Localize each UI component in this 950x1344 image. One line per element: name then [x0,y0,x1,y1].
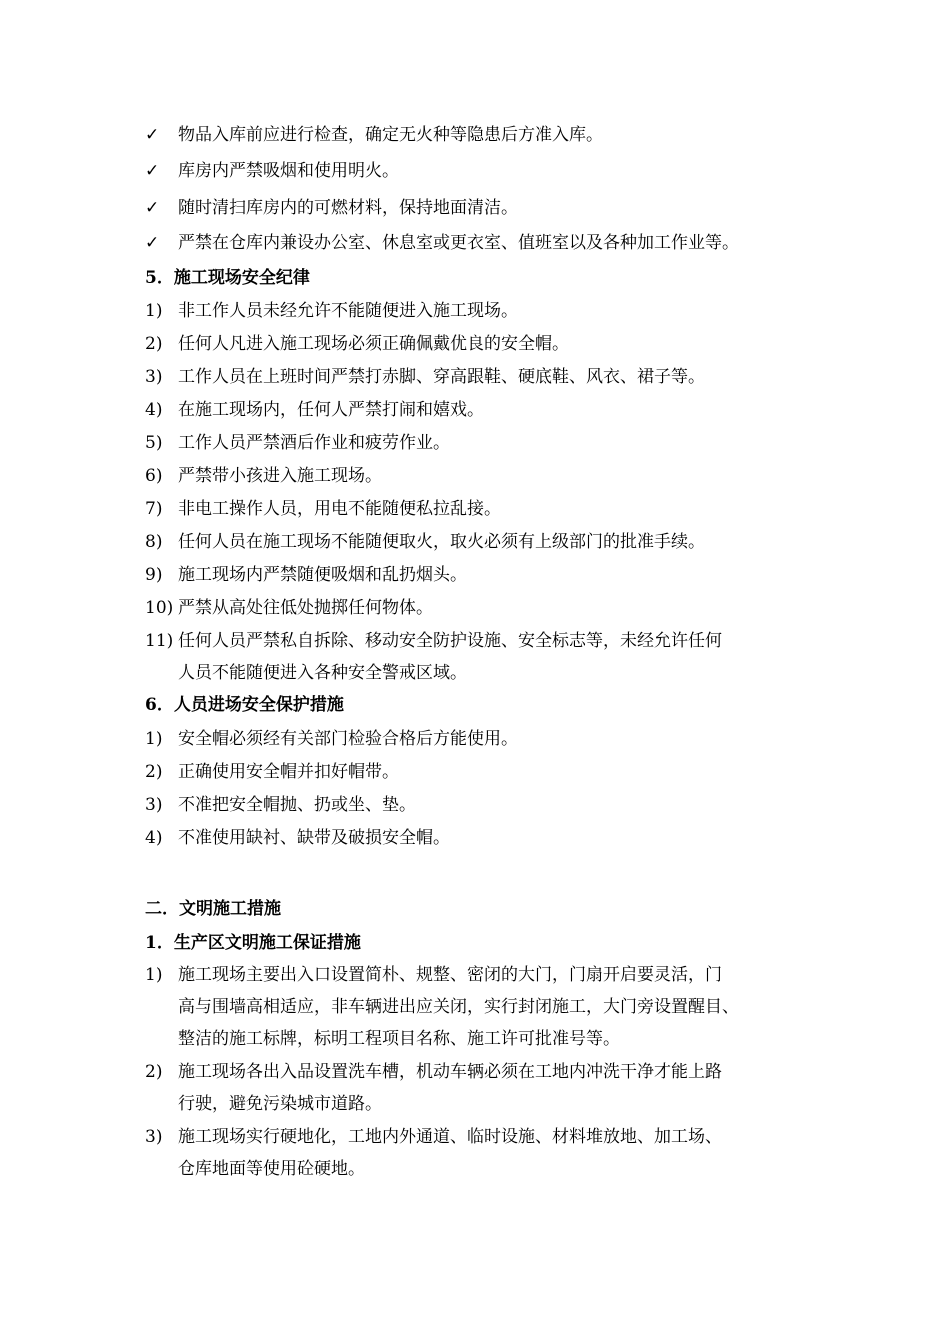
checkmark-icon: ✓ [145,198,160,218]
section-6-heading: 6．人员进场安全保护措施 [145,695,344,715]
section-5-heading: 5．施工现场安全纪律 [145,268,310,288]
check-item [145,197,845,219]
list-item: 1) 施工现场主要出入口设置简朴、规整、密闭的大门，门扇开启要灵活，门 [145,965,722,985]
checkmark-icon: ✓ [145,125,160,145]
check-item-text: 严禁在仓库内兼设办公室、休息室或更衣室、值班室以及各种加工作业等。 [178,233,739,253]
list-item: 4) 不准使用缺衬、缺带及破损安全帽。 [145,828,450,848]
list-item-continuation: 整洁的施工标牌，标明工程项目名称、施工许可批准号等。 [178,1029,620,1049]
check-item-text: 库房内严禁吸烟和使用明火。 [178,161,399,181]
checkmark-icon: ✓ [145,161,160,181]
list-item: 2) 正确使用安全帽并扣好帽带。 [145,762,399,782]
subsection-1-heading: 1．生产区文明施工保证措施 [145,933,361,953]
check-item [145,160,845,182]
list-item: 10) 严禁从高处往低处抛掷任何物体。 [145,598,433,618]
list-item: 8) 任何人员在施工现场不能随便取火，取火必须有上级部门的批准手续。 [145,532,705,552]
check-item-text: 物品入库前应进行检查，确定无火种等隐患后方准入库。 [178,125,603,145]
list-item: 11) 任何人员严禁私自拆除、移动安全防护设施、安全标志等，未经允许任何 [145,631,722,651]
check-item-text: 随时清扫库房内的可燃材料，保持地面清洁。 [178,198,518,218]
list-item: 7) 非电工操作人员，用电不能随便私拉乱接。 [145,499,501,519]
list-item-continuation: 仓库地面等使用砼硬地。 [178,1159,365,1179]
list-item: 1) 安全帽必须经有关部门检验合格后方能使用。 [145,729,518,749]
list-item: 9) 施工现场内严禁随便吸烟和乱扔烟头。 [145,565,467,585]
list-item: 2) 任何人凡进入施工现场必须正确佩戴优良的安全帽。 [145,334,569,354]
check-item [145,124,845,146]
list-item: 2) 施工现场各出入品设置洗车槽，机动车辆必须在工地内冲洗干净才能上路 [145,1062,722,1082]
part-2-heading: 二．文明施工措施 [145,899,281,919]
list-item: 5) 工作人员严禁酒后作业和疲劳作业。 [145,433,450,453]
check-item [145,232,845,254]
list-item: 1) 非工作人员未经允许不能随便进入施工现场。 [145,301,518,321]
list-item-continuation: 高与围墙高相适应，非车辆进出应关闭，实行封闭施工，大门旁设置醒目、 [178,997,739,1017]
list-item: 3) 不准把安全帽抛、扔或坐、垫。 [145,795,416,815]
list-item: 3) 工作人员在上班时间严禁打赤脚、穿高跟鞋、硬底鞋、风衣、裙子等。 [145,367,705,387]
list-item-continuation: 人员不能随便进入各种安全警戒区域。 [178,663,467,683]
list-item: 4) 在施工现场内，任何人严禁打闹和嬉戏。 [145,400,484,420]
list-item: 3) 施工现场实行硬地化，工地内外通道、临时设施、材料堆放地、加工场、 [145,1127,722,1147]
checkmark-icon: ✓ [145,233,160,253]
list-item: 6) 严禁带小孩进入施工现场。 [145,466,382,486]
list-item-continuation: 行驶，避免污染城市道路。 [178,1094,382,1114]
